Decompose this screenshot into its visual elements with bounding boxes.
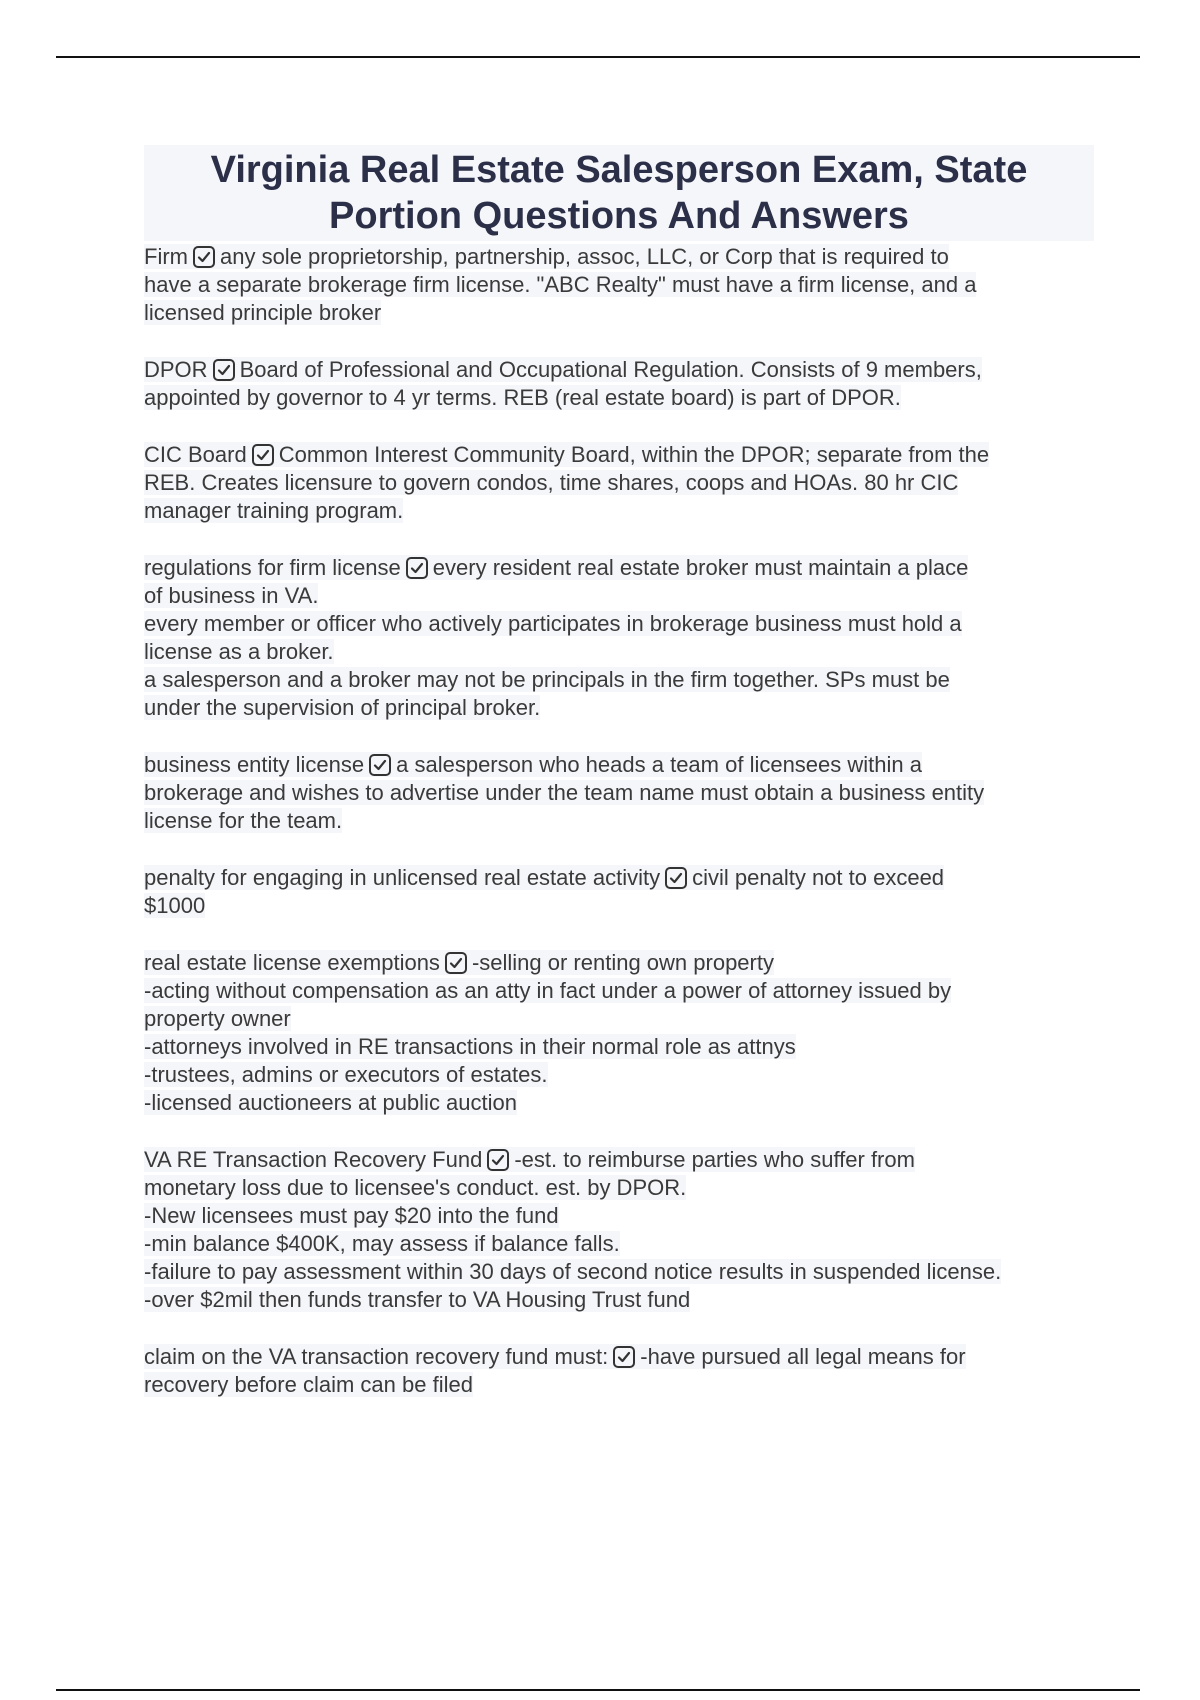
entry-answer-line: -acting without compensation as an atty in fact under a power of attorney issued by <box>144 978 952 1003</box>
entry-line <box>144 356 1094 384</box>
entry-answer-line: license for the team. <box>144 808 343 833</box>
entry-answer-line: under the supervision of principal broker. <box>144 695 541 720</box>
entry-answer-line: -attorneys involved in RE transactions in their normal role as attnys <box>144 1034 796 1059</box>
entry-answer-line: appointed by governor to 4 yr terms. REB (real estate board) is part of DPOR. <box>144 385 901 410</box>
entry-line <box>144 949 1094 977</box>
title-line-1: Virginia Real Estate Salesperson Exam, State <box>210 149 1028 191</box>
entry-line <box>144 1343 1094 1371</box>
checkbox-checked-icon <box>405 556 429 580</box>
entry-answer-line: $1000 <box>144 893 206 918</box>
entry-line <box>144 554 1094 582</box>
entry-answer-line: monetary loss due to licensee's conduct. est. by DPOR. <box>144 1175 687 1200</box>
entry-line <box>144 977 1094 1005</box>
top-rule <box>56 56 1140 58</box>
entry-answer-line: -over $2mil then funds transfer to VA Housing Trust fund <box>144 1287 691 1312</box>
entry-answer-line: license as a broker. <box>144 639 334 664</box>
entry-answer: any sole proprietorship, partnership, assoc, LLC, or Corp that is required to <box>219 244 949 269</box>
entry-answer: -est. to reimburse parties who suffer from <box>514 1147 915 1172</box>
entry-answer-line: REB. Creates licensure to govern condos, time shares, coops and HOAs. 80 hr CIC <box>144 470 959 495</box>
entry-line <box>144 694 1094 722</box>
qa-entry <box>144 1146 1094 1314</box>
entry-line <box>144 271 1094 299</box>
qa-entry <box>144 1343 1094 1399</box>
entry-line <box>144 779 1094 807</box>
qa-entry <box>144 356 1094 412</box>
entry-answer: every resident real estate broker must maintain a place <box>432 555 969 580</box>
qa-entry <box>144 243 1094 327</box>
entry-line <box>144 384 1094 412</box>
entry-line <box>144 864 1094 892</box>
entry-answer-line: property owner <box>144 1006 291 1031</box>
entry-line <box>144 1174 1094 1202</box>
qa-entry <box>144 949 1094 1117</box>
entry-answer: -have pursued all legal means for <box>640 1344 966 1369</box>
qa-list <box>144 243 1094 1399</box>
entry-line <box>144 892 1094 920</box>
checkbox-checked-icon <box>212 358 236 382</box>
entry-term: regulations for firm license <box>144 555 401 580</box>
entry-term: penalty for engaging in unlicensed real estate activity <box>144 865 661 890</box>
entry-term: claim on the VA transaction recovery fund must: <box>144 1344 609 1369</box>
page-title <box>144 145 1094 241</box>
entry-line <box>144 1033 1094 1061</box>
entry-line <box>144 497 1094 525</box>
entry-term: DPOR <box>144 357 208 382</box>
entry-answer-line: -failure to pay assessment within 30 days of second notice results in suspended license. <box>144 1259 1002 1284</box>
entry-answer-line: recovery before claim can be filed <box>144 1372 473 1397</box>
entry-answer: Common Interest Community Board, within the DPOR; separate from the <box>278 442 990 467</box>
entry-line <box>144 582 1094 610</box>
entry-line <box>144 751 1094 779</box>
entry-answer: -selling or renting own property <box>471 950 774 975</box>
checkbox-checked-icon <box>612 1345 636 1369</box>
entry-line <box>144 638 1094 666</box>
entry-term: business entity license <box>144 752 365 777</box>
document-content <box>144 145 1094 1428</box>
checkbox-checked-icon <box>192 245 216 269</box>
entry-answer: a salesperson who heads a team of licensees within a <box>396 752 922 777</box>
entry-answer-line: have a separate brokerage firm license. "ABC Realty" must have a firm license, and a <box>144 272 977 297</box>
entry-answer-line: a salesperson and a broker may not be principals in the firm together. SPs must be <box>144 667 950 692</box>
entry-line <box>144 1258 1094 1286</box>
entry-line <box>144 1286 1094 1314</box>
entry-term: real estate license exemptions <box>144 950 440 975</box>
entry-line <box>144 610 1094 638</box>
entry-answer: Board of Professional and Occupational Regulation. Consists of 9 members, <box>239 357 982 382</box>
entry-line <box>144 666 1094 694</box>
entry-line <box>144 299 1094 327</box>
entry-line <box>144 441 1094 469</box>
entry-answer: civil penalty not to exceed <box>692 865 945 890</box>
entry-term: VA RE Transaction Recovery Fund <box>144 1147 483 1172</box>
title-line-2: Portion Questions And Answers <box>329 195 909 237</box>
checkbox-checked-icon <box>486 1148 510 1172</box>
entry-answer-line: every member or officer who actively participates in brokerage business must hold a <box>144 611 962 636</box>
checkbox-checked-icon <box>368 753 392 777</box>
entry-answer-line: of business in VA. <box>144 583 319 608</box>
entry-answer-line: -licensed auctioneers at public auction <box>144 1090 518 1115</box>
entry-answer-line: -New licensees must pay $20 into the fund <box>144 1203 559 1228</box>
entry-answer-line: -trustees, admins or executors of estates. <box>144 1062 548 1087</box>
checkbox-checked-icon <box>444 951 468 975</box>
entry-line <box>144 1089 1094 1117</box>
entry-term: CIC Board <box>144 442 247 467</box>
qa-entry <box>144 751 1094 835</box>
entry-line <box>144 807 1094 835</box>
entry-line <box>144 1202 1094 1230</box>
qa-entry <box>144 441 1094 525</box>
entry-answer-line: -min balance $400K, may assess if balance falls. <box>144 1231 620 1256</box>
entry-line <box>144 1146 1094 1174</box>
entry-line <box>144 243 1094 271</box>
entry-term: Firm <box>144 244 188 269</box>
entry-line <box>144 469 1094 497</box>
entry-answer-line: brokerage and wishes to advertise under the team name must obtain a business entity <box>144 780 985 805</box>
entry-line <box>144 1061 1094 1089</box>
entry-line <box>144 1230 1094 1258</box>
bottom-rule <box>56 1689 1140 1691</box>
entry-answer-line: licensed principle broker <box>144 300 382 325</box>
qa-entry <box>144 554 1094 722</box>
checkbox-checked-icon <box>251 443 275 467</box>
entry-answer-line: manager training program. <box>144 498 404 523</box>
qa-entry <box>144 864 1094 920</box>
checkbox-checked-icon <box>664 866 688 890</box>
entry-line <box>144 1371 1094 1399</box>
entry-line <box>144 1005 1094 1033</box>
